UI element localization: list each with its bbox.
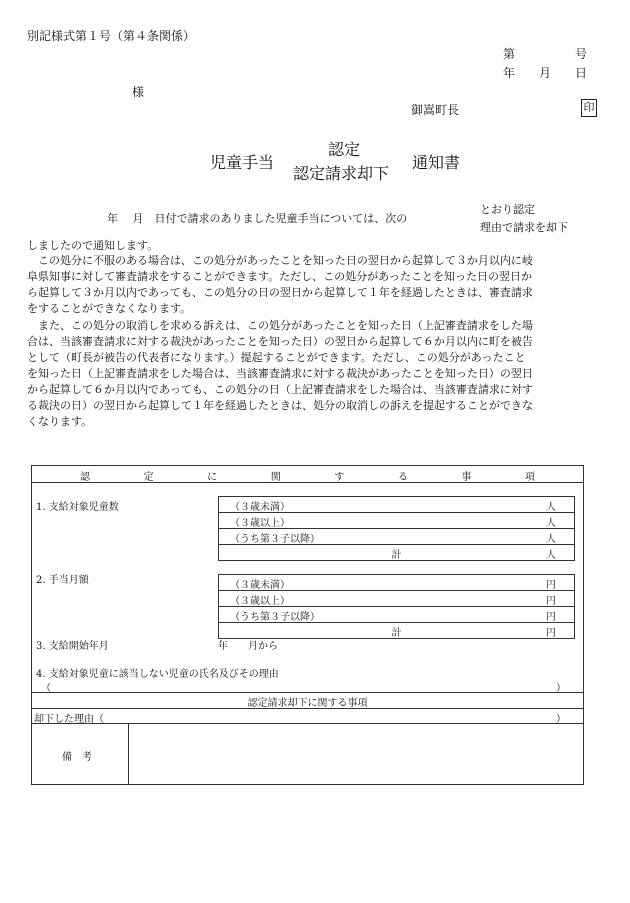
amount-label: 2. 手当月額: [36, 575, 89, 586]
table-header: 認 定 に 関 す る 事 項: [80, 472, 535, 483]
ineligible-label: 4. 支給対象児童に該当しない児童の氏名及びその理由: [36, 669, 279, 680]
table-row: （３歳以上） 円: [219, 591, 574, 607]
title-suffix: 通知書: [412, 153, 461, 172]
table-row: （３歳未満） 人: [219, 497, 574, 513]
ineligible-paren-close: ）: [556, 683, 566, 694]
doc-number: 第 号: [503, 47, 588, 61]
table-row: （うち第３子以降） 人: [219, 529, 574, 545]
issuer-name: 御嵩町長: [411, 103, 460, 117]
title-prefix: 児童手当: [210, 153, 275, 172]
start-value: 年 月から: [218, 641, 278, 652]
form-label: 別記様式第１号（第４条関係）: [27, 29, 196, 43]
reject-reason-label: 却下した理由（: [34, 714, 104, 725]
lawsuit-paragraph: また、この処分の取消しを求める訴えは、この処分があったことを知った日（上記審査請求をした場 合は、当該審査請求に対する裁決があったことを知った日）の翌日から起算して６か月以内に町を被告 として（町長が被告の代表者になります。）提起することができます。ただし、この処分があったこと を知った日（上記審査請求をした場合は、当該審査請求に対する裁決があったことを知った日）の翌日 から起算して６か月以内であっても、この処分の日（上記審査請求をした場合は、当該審査請求に対す る裁決の日）の翌日から起算して１年を経過したときは、処分の取消しの訴えを提起することができな くなります。: [27, 319, 533, 428]
children-count-rows: [218, 496, 575, 561]
title-option-reject: 認定請求却下: [293, 164, 390, 183]
seal-mark: 印: [581, 99, 597, 117]
reject-header: 認定請求却下に関する事項: [247, 698, 368, 709]
start-label: 3. 支給開始年月: [36, 641, 109, 652]
intro-option-approve: とおり認定: [480, 203, 535, 216]
table-row: 計 人: [391, 550, 556, 561]
monthly-amount-rows: [218, 574, 575, 639]
table-row: 計 円: [391, 628, 556, 639]
certification-table: [31, 465, 584, 785]
title-option-approve: 認定: [328, 140, 361, 159]
intro-date-lead: 年 月 日付で請求のありました児童手当については、次の: [107, 212, 408, 225]
table-row: （３歳未満） 円: [219, 575, 574, 591]
doc-date: 年 月 日: [503, 66, 588, 80]
recipient-suffix: 様: [132, 85, 145, 99]
reject-paren-close: ）: [556, 714, 566, 725]
table-row: （うち第３子以降） 円: [219, 607, 574, 623]
intro-option-reject: 理由で請求を却下: [480, 221, 568, 234]
intro-tail: しましたので通知します。: [27, 239, 159, 252]
children-label: 1. 支給対象児童数: [36, 502, 119, 513]
appeal-paragraph: この処分に不服のある場合は、この処分があったことを知った日の翌日から起算して３か月以内に岐 阜県知事に対して審査請求をすることができます。ただし、この処分があったことを知った日の翌日か ら起算して３か月以内であっても、この処分の日の翌日から起算して１年を経過したときは、審査請求 をすることができなくなります。: [27, 254, 533, 315]
remarks-label: 備 考: [62, 752, 92, 763]
table-row: （３歳以上） 人: [219, 513, 574, 529]
ineligible-paren-open: （: [41, 683, 51, 694]
